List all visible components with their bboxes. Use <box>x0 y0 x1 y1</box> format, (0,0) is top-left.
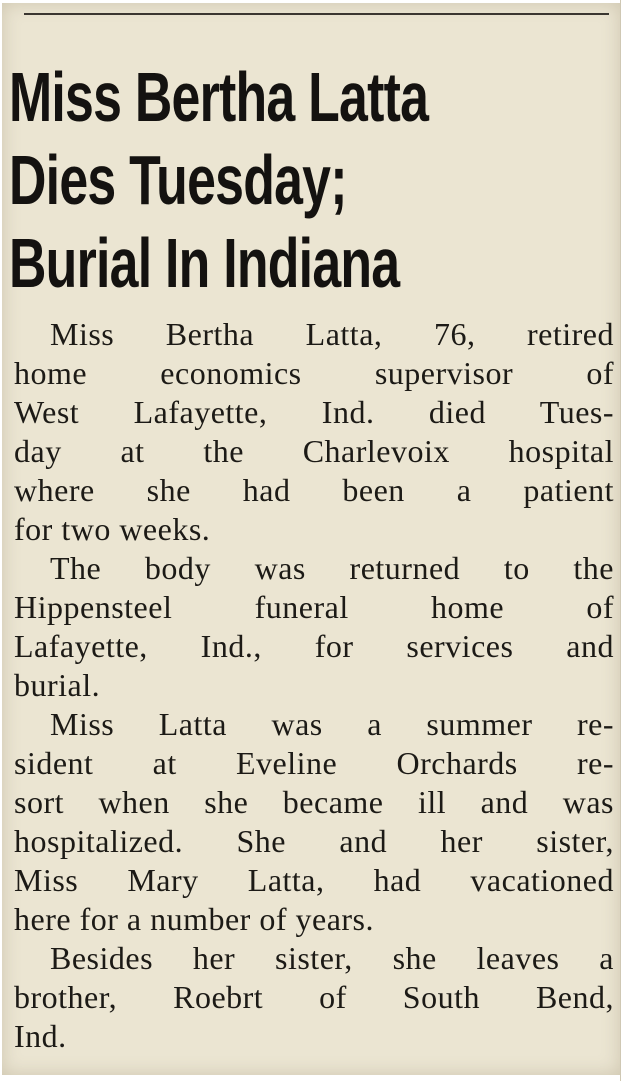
text-line: The body was returned to the <box>50 550 614 586</box>
headline-line: Dies Tuesday; <box>9 141 347 219</box>
text-line: hospitalized. She and her sister, <box>14 823 614 859</box>
text-line: Miss Bertha Latta, 76, retired <box>50 316 614 352</box>
text-line: Ind. <box>14 1018 67 1054</box>
paragraph-4 <box>14 939 614 1056</box>
page-edge <box>620 0 627 1081</box>
text-line: home economics supervisor of <box>14 355 614 391</box>
text-line: where she had been a patient <box>14 472 614 508</box>
text-line: sort when she became ill and was <box>14 784 614 820</box>
text-line: brother, Roebrt of South Bend, <box>14 979 614 1015</box>
text-line: burial. <box>14 667 101 703</box>
text-line: sident at Eveline Orchards re- <box>14 745 614 781</box>
headline-line: Miss Bertha Latta <box>9 58 429 136</box>
paragraph-1 <box>14 315 614 549</box>
text-line: Besides her sister, she leaves a <box>50 940 614 976</box>
text-line: day at the Charlevoix hospital <box>14 433 614 469</box>
headline <box>9 56 428 305</box>
text-line: West Lafayette, Ind. died Tues- <box>14 394 614 430</box>
newspaper-clipping <box>2 3 620 1075</box>
paragraph-3 <box>14 705 614 939</box>
paragraph-2 <box>14 549 614 705</box>
text-line: here for a number of years. <box>14 901 374 937</box>
text-line: Miss Mary Latta, had vacationed <box>14 862 614 898</box>
top-rule <box>24 13 609 15</box>
text-line: Miss Latta was a summer re- <box>50 706 614 742</box>
text-line: for two weeks. <box>14 511 211 547</box>
headline-line: Burial In Indiana <box>9 224 400 302</box>
text-line: Hippensteel funeral home of <box>14 589 614 625</box>
text-line: Lafayette, Ind., for services and <box>14 628 614 664</box>
article-body <box>14 315 614 1056</box>
